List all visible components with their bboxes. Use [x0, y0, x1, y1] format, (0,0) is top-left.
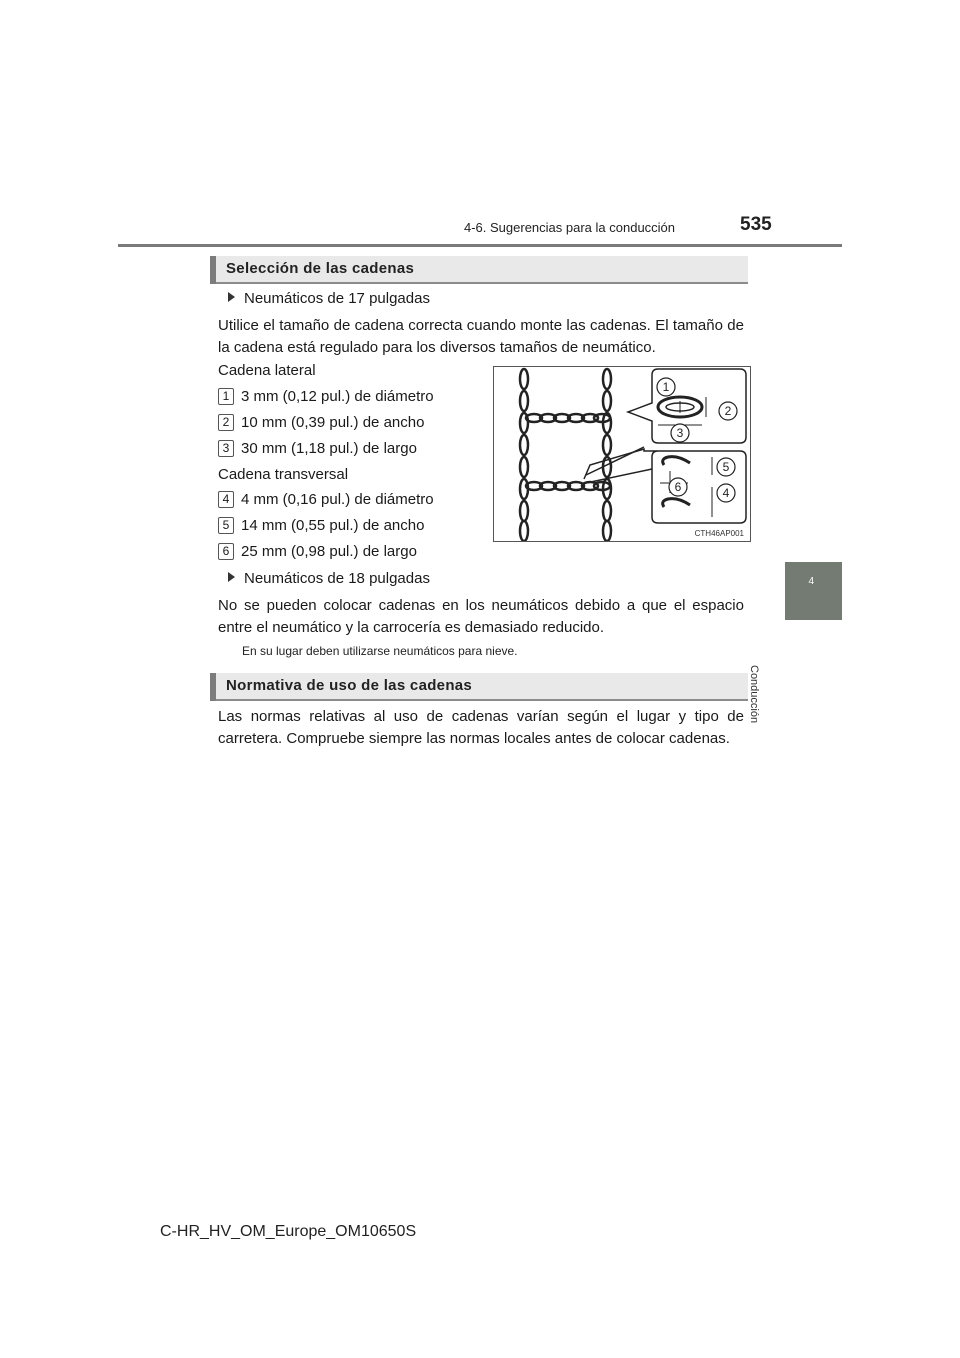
page-number: 535 — [740, 214, 772, 235]
spec-item-5 — [218, 517, 424, 534]
section-title: Normativa de uso de las cadenas — [226, 677, 473, 694]
spec-item-1 — [218, 388, 434, 405]
transversal-chain-heading: Cadena transversal — [218, 466, 349, 483]
header-section-title: 4-6. Sugerencias para la conducción — [464, 220, 676, 235]
callout-label-5: 5 — [722, 460, 730, 474]
callout-number: 5 — [218, 517, 234, 534]
spec-item-2 — [218, 414, 424, 431]
bullet-text: Neumáticos de 18 pulgadas — [244, 570, 430, 587]
intro-paragraph: Utilice el tamaño de cadena correcta cuando monte las cadenas. El tamaño de la cadena está regulado para los diversos tamaños de neumático. — [218, 317, 744, 356]
chapter-label: Conducción — [748, 665, 760, 724]
spec-text: 10 mm (0,39 pul.) de ancho — [241, 414, 425, 431]
spec-item-6 — [218, 543, 417, 560]
bullet-text: Neumáticos de 17 pulgadas — [244, 290, 430, 307]
spec-text: 25 mm (0,98 pul.) de largo — [241, 543, 417, 560]
lateral-chain-heading: Cadena lateral — [218, 362, 316, 379]
section-heading-chain-selection — [210, 256, 748, 284]
section-heading-chain-regulations — [210, 673, 748, 701]
chapter-tab — [785, 562, 842, 620]
document-id: C-HR_HV_OM_Europe_OM10650S — [160, 1223, 417, 1240]
snow-tire-note: En su lugar deben utilizarse neumáticos para nieve. — [242, 644, 518, 658]
callout-label-3: 3 — [676, 426, 684, 440]
cross-chain-bottom — [526, 482, 610, 490]
header-divider — [118, 244, 842, 247]
callout-number: 1 — [218, 388, 234, 405]
regulations-paragraph: Las normas relativas al uso de cadenas varían según el lugar y tipo de carretera. Compruebe siempre las normas locales antes de colocar cadenas. — [218, 708, 744, 747]
spec-item-3 — [218, 440, 417, 457]
callout-number: 2 — [218, 414, 234, 431]
bullet-18-inch — [228, 570, 430, 587]
bullet-17-inch — [228, 290, 430, 307]
triangle-bullet-icon — [228, 572, 235, 582]
spec-text: 4 mm (0,16 pul.) de diámetro — [241, 491, 434, 508]
chapter-number: 4 — [808, 576, 814, 587]
callout-number: 4 — [218, 491, 234, 508]
vertical-chain-left — [520, 369, 528, 541]
section-title: Selección de las cadenas — [226, 260, 415, 277]
spec-text: 3 mm (0,12 pul.) de diámetro — [241, 388, 434, 405]
callout-label-2: 2 — [724, 404, 732, 418]
chain-illustration — [494, 367, 750, 541]
spec-text: 14 mm (0,55 pul.) de ancho — [241, 517, 425, 534]
spec-item-4 — [218, 491, 434, 508]
spec-text: 30 mm (1,18 pul.) de largo — [241, 440, 417, 457]
callout-label-6: 6 — [674, 480, 682, 494]
vertical-chain-right — [603, 369, 611, 541]
callout-number: 3 — [218, 440, 234, 457]
figure-code: CTH46AP001 — [694, 529, 744, 538]
callout-number: 6 — [218, 543, 234, 560]
callout-label-1: 1 — [662, 380, 670, 394]
cross-chain-top — [526, 414, 610, 422]
triangle-bullet-icon — [228, 292, 235, 302]
callout-label-4: 4 — [722, 486, 730, 500]
no-chain-paragraph: No se pueden colocar cadenas en los neumáticos debido a que el espacio entre el neumático y la carrocería es demasiado reducido. — [218, 597, 744, 636]
tire-chain-diagram — [493, 366, 751, 542]
